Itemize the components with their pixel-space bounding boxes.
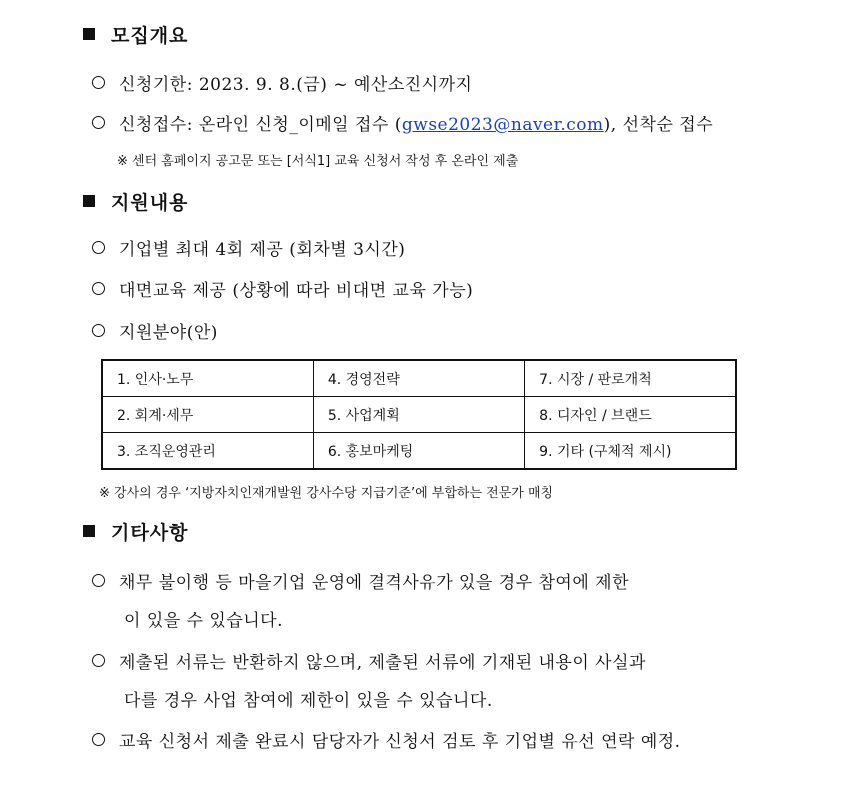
square-bullet-icon xyxy=(83,525,95,537)
table-cell: 1. 인사·노무 xyxy=(102,360,313,397)
misc-item-text: 채무 불이행 등 마을기업 운영에 결격사유가 있을 경우 참여에 제한 xyxy=(119,573,630,593)
table-cell: 4. 경영전략 xyxy=(313,360,524,397)
circle-bullet-icon xyxy=(92,574,105,587)
circle-bullet-icon xyxy=(92,733,105,746)
section-title: 모집개요 xyxy=(111,25,189,47)
misc-item xyxy=(92,648,646,673)
circle-bullet-icon xyxy=(92,76,105,89)
misc-item-continuation: 다를 경우 사업 참여에 제한이 있을 수 있습니다. xyxy=(124,691,493,711)
circle-bullet-icon xyxy=(92,241,105,254)
section-heading-misc xyxy=(83,518,188,545)
square-bullet-icon xyxy=(83,28,95,40)
table-cell: 6. 홍보마케팅 xyxy=(313,433,524,470)
support-item xyxy=(92,318,218,343)
misc-item-text: 교육 신청서 제출 완료시 담당자가 신청서 검토 후 기업별 유선 연락 예정. xyxy=(119,732,681,752)
table-row xyxy=(102,360,736,397)
instructor-note: ※ 강사의 경우 ‘지방자치인재개발원 강사수당 지급기준’에 부합하는 전문가 매칭 xyxy=(99,486,554,501)
circle-bullet-icon xyxy=(92,654,105,667)
table-cell: 9. 기타 (구체적 제시) xyxy=(525,433,736,470)
misc-item-text: 제출된 서류는 반환하지 않으며, 제출된 서류에 기재된 내용이 사실과 xyxy=(119,653,646,673)
misc-item xyxy=(92,727,681,752)
table-cell: 8. 디자인 / 브랜드 xyxy=(525,397,736,433)
email-link[interactable]: gwse2023@naver.com xyxy=(401,115,604,135)
section-heading-overview xyxy=(83,21,188,48)
misc-item xyxy=(92,568,629,593)
support-fields-table xyxy=(101,359,737,470)
support-item-text: 대면교육 제공 (상황에 따라 비대면 교육 가능) xyxy=(119,281,474,301)
support-item-text: 기업별 최대 4회 제공 (회차별 3시간) xyxy=(119,240,406,260)
reception-text: 신청접수: 온라인 신청_이메일 접수 ( xyxy=(119,115,402,135)
table-row xyxy=(102,433,736,470)
circle-bullet-icon xyxy=(92,324,105,337)
period-text: 신청기한: 2023. 9. 8.(금) ~ 예산소진시까지 xyxy=(119,75,473,95)
section-heading-support xyxy=(83,188,188,215)
support-item xyxy=(92,276,473,301)
square-bullet-icon xyxy=(83,195,95,207)
table-cell: 3. 조직운영관리 xyxy=(102,433,313,470)
application-period xyxy=(92,70,472,95)
support-item-text: 지원분야(안) xyxy=(119,323,218,343)
circle-bullet-icon xyxy=(92,116,105,129)
support-item xyxy=(92,235,405,260)
table-cell: 7. 시장 / 판로개척 xyxy=(525,360,736,397)
misc-item-continuation: 이 있을 수 있습니다. xyxy=(124,611,283,631)
section-title: 지원내용 xyxy=(111,192,189,214)
submission-note: ※ 센터 홈페이지 공고문 또는 [서식1] 교육 신청서 작성 후 온라인 제출 xyxy=(117,154,519,169)
reception-suffix: ), 선착순 접수 xyxy=(603,115,714,135)
section-title: 기타사항 xyxy=(111,522,189,544)
table-row xyxy=(102,397,736,433)
table-cell: 5. 사업계획 xyxy=(313,397,524,433)
table-cell: 2. 회계·세무 xyxy=(102,397,313,433)
application-reception xyxy=(92,110,713,135)
circle-bullet-icon xyxy=(92,282,105,295)
